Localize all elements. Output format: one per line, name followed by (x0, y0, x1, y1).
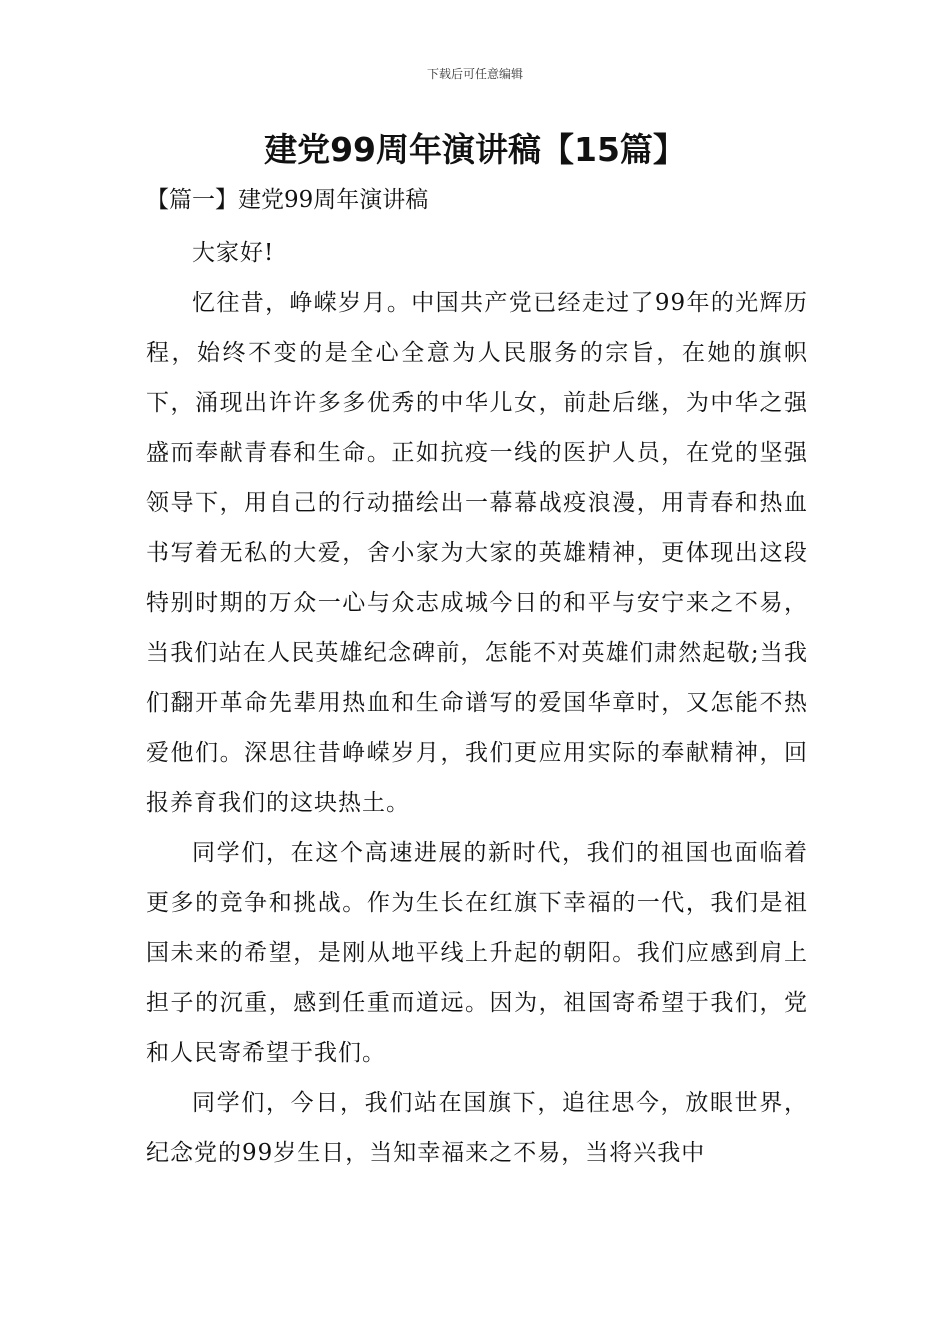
paragraph: 同学们，在这个高速进展的新时代，我们的祖国也面临着更多的竞争和挑战。作为生长在红旗下幸福的一代，我们是祖国未来的希望，是刚从地平线上升起的朝阳。我们应感到肩上担子的沉重，感到任重而道远。因为，祖国寄希望于我们，党和人民寄希望于我们。 (146, 840, 808, 1066)
header-note: 下载后可任意编辑 (426, 67, 523, 81)
section-heading: 【篇一】建党99周年演讲稿 (146, 187, 429, 213)
document-title: 建党99周年演讲稿【15篇】 (264, 130, 686, 169)
paragraph-greeting: 大家好! (192, 240, 275, 266)
paragraph: 忆往昔，峥嵘岁月。中国共产党已经走过了99年的光辉历程，始终不变的是全心全意为人民服务的宗旨，在她的旗帜下，涌现出许许多多优秀的中华儿女，前赴后继，为中华之强盛而奉献青春和生命。正如抗疫一线的医护人员，在党的坚强领导下，用自己的行动描绘出一幕幕战疫浪漫，用青春和热血书写着无私的大爱，舍小家为大家的英雄精神，更体现出这段特别时期的万众一心与众志成城今日的和平与安宁来之不易，当我们站在人民英雄纪念碑前，怎能不对英雄们肃然起敬;当我们翻开革命先辈用热血和生命谱写的爱国华章时，又怎能不热爱他们。深思往昔峥嵘岁月，我们更应用实际的奉献精神，回报养育我们的这块热土。 (146, 290, 808, 816)
paragraph: 同学们，今日，我们站在国旗下，追往思今，放眼世界，纪念党的99岁生日，当知幸福来之不易，当将兴我中 (146, 1090, 808, 1166)
body-text (146, 228, 808, 1178)
